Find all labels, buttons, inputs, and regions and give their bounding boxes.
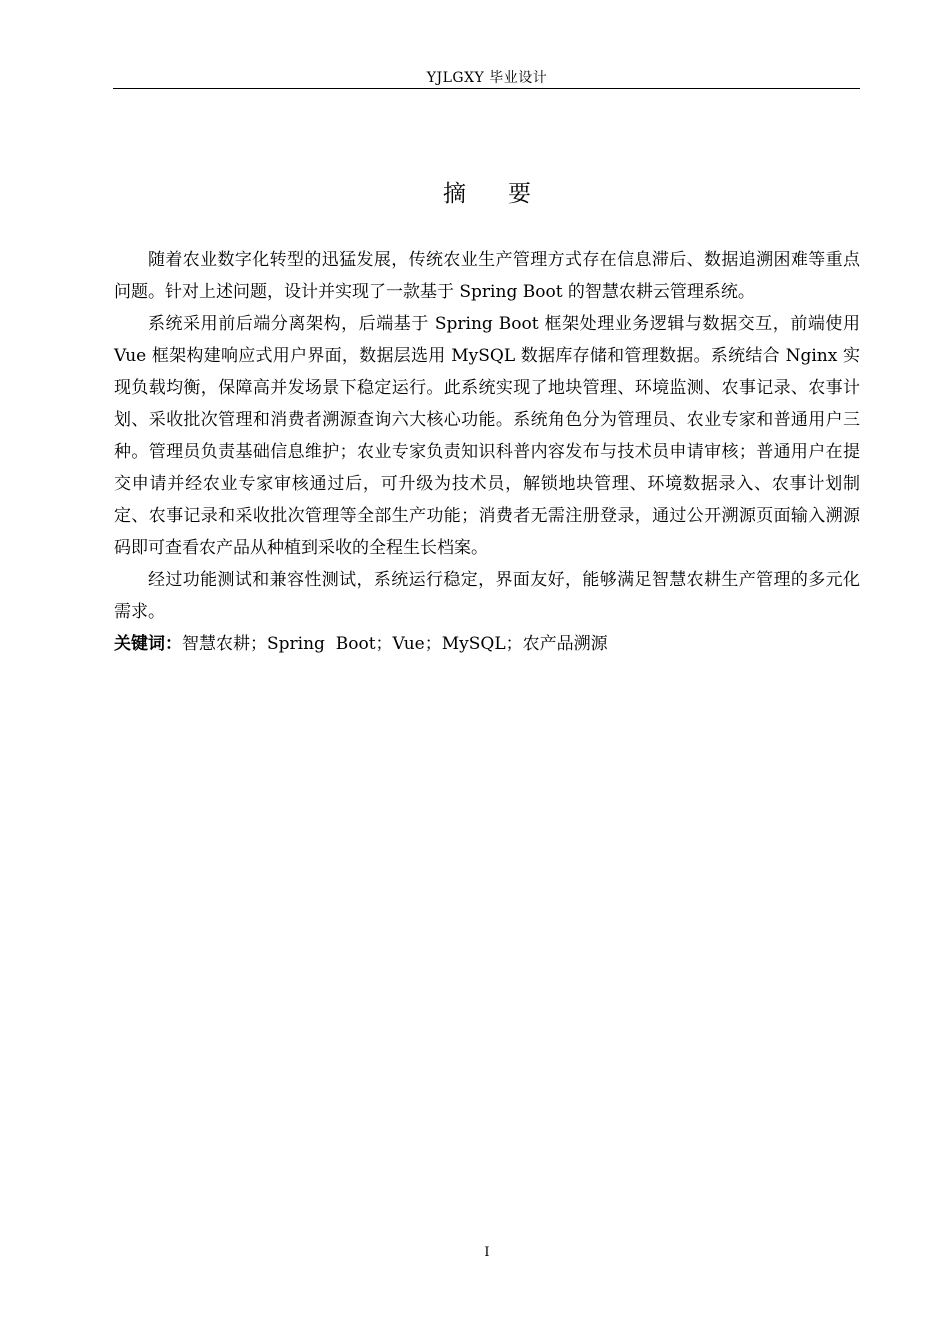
page-title: [114, 178, 860, 210]
title-char-1: 摘: [443, 181, 466, 207]
abstract-paragraph-1: 随着农业数字化转型的迅猛发展，传统农业生产管理方式存在信息滞后、数据追溯困难等重点问题。针对上述问题，设计并实现了一款基于 Spring Boot 的智慧农耕云管理系统。: [114, 250, 860, 302]
running-header: YJLGXY 毕业设计: [426, 70, 548, 86]
abstract-body: [114, 244, 860, 660]
keywords-text: 智慧农耕；Spring Boot；Vue；MySQL；农产品溯源: [182, 634, 608, 654]
abstract-paragraph-2: 系统采用前后端分离架构，后端基于 Spring Boot 框架处理业务逻辑与数据交互，前端使用 Vue 框架构建响应式用户界面，数据层选用 MySQL 数据库存储和管理数据。系统结合 Nginx 实现负载均衡，保障高并发场景下稳定运行。此系统实现了地块管理、环境监测、农事记录、农事计划、采收批次管理和消费者溯源查询六大核心功能。系统角色分为管理员、农业专家和普通用户三种。管理员负责基础信息维护；农业专家负责知识科普内容发布与技术员申请审核；普通用户在提交申请并经农业专家审核通过后，可升级为技术员，解锁地块管理、环境数据录入、农事计划制定、农事记录和采收批次管理等全部生产功能；消费者无需注册登录，通过公开溯源页面输入溯源码即可查看农产品从种植到采收的全程生长档案。: [114, 314, 860, 558]
page-number: I: [484, 1245, 490, 1260]
header-divider: [113, 88, 860, 89]
abstract-paragraph-3: 经过功能测试和兼容性测试，系统运行稳定，界面友好，能够满足智慧农耕生产管理的多元化需求。: [114, 570, 860, 622]
title-char-2: 要: [508, 181, 531, 207]
keywords-line: [114, 628, 860, 660]
keywords-label: 关键词：: [114, 634, 182, 654]
